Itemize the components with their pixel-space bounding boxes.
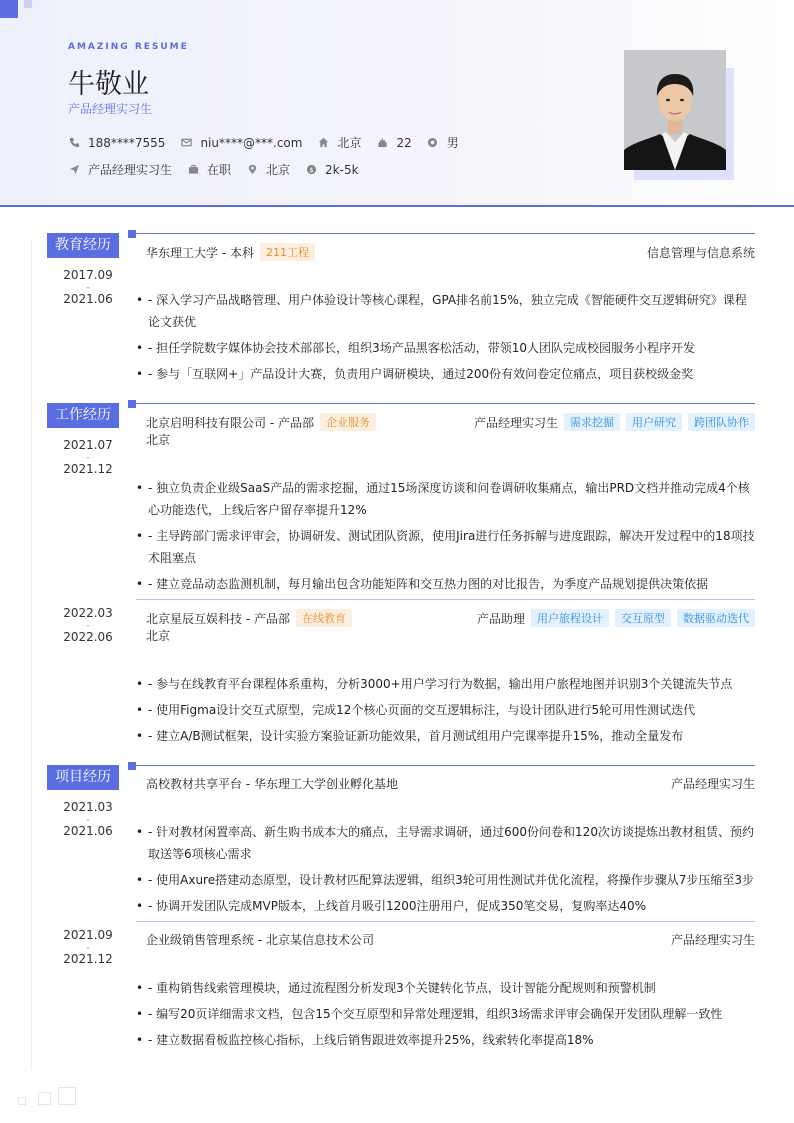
project-role-text: 产品经理实习生 <box>670 933 755 947</box>
work-bullet: • - 独立负责企业级SaaS产品的需求挖掘，通过15场深度访谈和问卷调研收集痛点，输出PRD文档并推动完成4个核心功能迭代，上线后客户留存率提升12% <box>136 477 756 521</box>
gender-icon <box>427 137 439 149</box>
footer-decoration <box>18 1097 26 1105</box>
project-role-text: 产品经理实习生 <box>670 777 755 791</box>
education-bullet: • - 深入学习产品战略管理、用户体验设计等核心课程，GPA排名前15%，独立完成《智能硬件交互逻辑研究》课程论文获优 <box>136 289 756 333</box>
work-role <box>477 609 755 627</box>
status-text: 在职 <box>207 163 232 177</box>
major-text: 信息管理与信息系统 <box>646 246 755 260</box>
project-name: 企业级销售管理系统 - 北京某信息技术公司 <box>146 933 374 947</box>
project-start-date: 2021.09 <box>63 928 113 942</box>
section-title-work: 工作经历 <box>47 403 119 428</box>
company-name: 北京启明科技有限公司 - 产品部 <box>146 415 314 430</box>
footer-decoration <box>58 1087 76 1105</box>
email-text: niu****@***.com <box>200 135 303 150</box>
date-separator: - <box>86 815 90 825</box>
skill-tag: 跨团队协作 <box>688 413 755 431</box>
project-end-date: 2021.12 <box>63 952 113 966</box>
residence-item <box>317 134 361 151</box>
role-text: 产品助理 <box>476 611 525 626</box>
job-objective: 产品经理实习生 <box>68 102 153 116</box>
work-role <box>474 413 755 431</box>
date-separator: - <box>86 621 90 631</box>
project-bullet: • - 协调开发团队完成MVP版本，上线首月吸引1200注册用户，促成350笔交易，复购率达40% <box>136 895 756 917</box>
email-item <box>180 136 302 150</box>
work-end-date: 2022.06 <box>63 630 113 644</box>
project-role <box>671 775 755 792</box>
status-item <box>187 161 231 178</box>
residence-text: 北京 <box>337 136 362 150</box>
salary-text: 2k-5k <box>325 162 359 177</box>
project-bullet: • - 建立数据看板监控核心指标，上线后销售跟进效率提升25%，线索转化率提高18% <box>136 1029 756 1051</box>
education-end-date: 2021.06 <box>63 292 113 306</box>
corner-decoration-small <box>24 0 32 8</box>
age-item <box>376 136 411 150</box>
work-start-date: 2021.07 <box>63 438 113 452</box>
contact-row <box>68 134 474 151</box>
role-text: 产品经理实习生 <box>473 415 558 430</box>
work-end-date: 2021.12 <box>63 462 113 476</box>
home-icon <box>317 137 329 149</box>
phone-icon <box>68 137 80 149</box>
section-divider <box>136 765 755 766</box>
gender-item <box>427 134 459 151</box>
cake-icon <box>376 137 388 149</box>
age-text: 22 <box>396 135 412 150</box>
school-name: 华东理工大学 - 本科 <box>146 245 254 260</box>
section-marker <box>128 762 136 770</box>
work-location: 北京 <box>146 433 171 447</box>
project-role <box>671 931 755 948</box>
project-bullet: • - 针对教材闲置率高、新生购书成本大的痛点，主导需求调研，通过600份问卷和120次访谈提炼出教材租赁、预约取送等6项核心需求 <box>136 821 756 865</box>
skill-tag: 用户研究 <box>626 413 682 431</box>
timeline-line <box>31 240 32 1070</box>
money-icon <box>305 164 317 176</box>
company-name: 北京星辰互娱科技 - 产品部 <box>146 611 290 626</box>
education-bullet: • - 担任学院数字媒体协会技术部部长，组织3场产品黑客松活动，带领10人团队完成校园服务小程序开发 <box>136 337 756 359</box>
education-start-date: 2017.09 <box>63 268 113 282</box>
section-divider <box>136 403 755 404</box>
project-start-date: 2021.03 <box>63 800 113 814</box>
work-bullet: • - 使用Figma设计交互式原型，完成12个核心页面的交互逻辑标注，与设计团队进行5轮可用性测试迭代 <box>136 699 756 721</box>
skill-tag: 需求挖掘 <box>564 413 620 431</box>
intention-row <box>68 161 374 178</box>
resume-tagline: AMAZING RESUME <box>68 42 189 52</box>
work-company <box>146 413 376 431</box>
project-title <box>146 931 374 948</box>
work-location: 北京 <box>146 629 171 643</box>
section-marker <box>128 400 136 408</box>
send-icon <box>68 164 80 176</box>
project-bullet: • - 重构销售线索管理模块，通过流程图分析发现3个关键转化节点，设计智能分配规则和预警机制 <box>136 977 756 999</box>
skill-tag: 数据驱动迭代 <box>677 609 755 627</box>
industry-badge: 在线教育 <box>296 609 352 627</box>
industry-badge: 企业服务 <box>320 413 376 431</box>
project-end-date: 2021.06 <box>63 824 113 838</box>
work-company <box>146 609 352 627</box>
section-title-education: 教育经历 <box>47 233 119 258</box>
svg-text:$: $ <box>309 165 314 174</box>
section-marker <box>128 230 136 238</box>
target-city-item <box>246 161 290 178</box>
entry-separator <box>136 921 755 922</box>
work-bullet: • - 建立竞品动态监测机制，每月输出包含功能矩阵和交互热力图的对比报告，为季度产品规划提供决策依据 <box>136 573 756 595</box>
briefcase-icon <box>187 164 199 176</box>
profile-photo <box>624 50 726 170</box>
work-bullet: • - 建立A/B测试框架，设计实验方案验证新功能效果，首月测试组用户完课率提升15%，推动全量发布 <box>136 725 756 747</box>
section-divider <box>136 233 755 234</box>
footer-decoration <box>38 1092 51 1105</box>
phone-item <box>68 136 165 150</box>
skill-tag: 交互原型 <box>615 609 671 627</box>
gender-text: 男 <box>446 136 459 150</box>
project-name: 高校教材共享平台 - 华东理工大学创业孵化基地 <box>146 777 398 791</box>
education-bullet: • - 参与「互联网+」产品设计大赛，负责用户调研模块，通过200份有效问卷定位痛点，项目获校级金奖 <box>136 363 756 385</box>
target-position-text: 产品经理实习生 <box>88 163 173 177</box>
date-separator: - <box>86 943 90 953</box>
project-bullet: • - 编写20页详细需求文档，包含15个交互原型和异常处理逻辑，组织3场需求评审会确保开发团队理解一致性 <box>136 1003 756 1025</box>
corner-decoration <box>0 0 18 18</box>
candidate-name: 牛敬业 <box>68 69 149 100</box>
work-start-date: 2022.03 <box>63 606 113 620</box>
education-major <box>647 244 755 261</box>
project-bullet: • - 使用Axure搭建动态原型，设计教材匹配算法逻辑，组织3轮可用性测试并优化流程，将操作步骤从7步压缩至3步 <box>136 869 756 891</box>
target-position-item <box>68 161 172 178</box>
school-badge: 211工程 <box>260 243 315 261</box>
entry-separator <box>136 599 755 600</box>
target-city-text: 北京 <box>266 163 291 177</box>
work-bullet: • - 主导跨部门需求评审会，协调研发、测试团队资源，使用Jira进行任务拆解与进度跟踪，解决开发过程中的18项技术阻塞点 <box>136 525 756 569</box>
salary-item <box>305 163 359 177</box>
location-icon <box>246 164 258 176</box>
date-separator: - <box>86 453 90 463</box>
section-title-projects: 项目经历 <box>47 765 119 790</box>
date-separator: - <box>86 283 90 293</box>
phone-text: 188****7555 <box>88 135 166 150</box>
work-bullet: • - 参与在线教育平台课程体系重构，分析3000+用户学习行为数据，输出用户旅程地图并识别3个关键流失节点 <box>136 673 756 695</box>
education-school <box>146 243 315 261</box>
mail-icon <box>180 137 192 149</box>
skill-tag: 用户旅程设计 <box>531 609 609 627</box>
project-title <box>146 775 398 792</box>
resume-header <box>0 0 794 207</box>
